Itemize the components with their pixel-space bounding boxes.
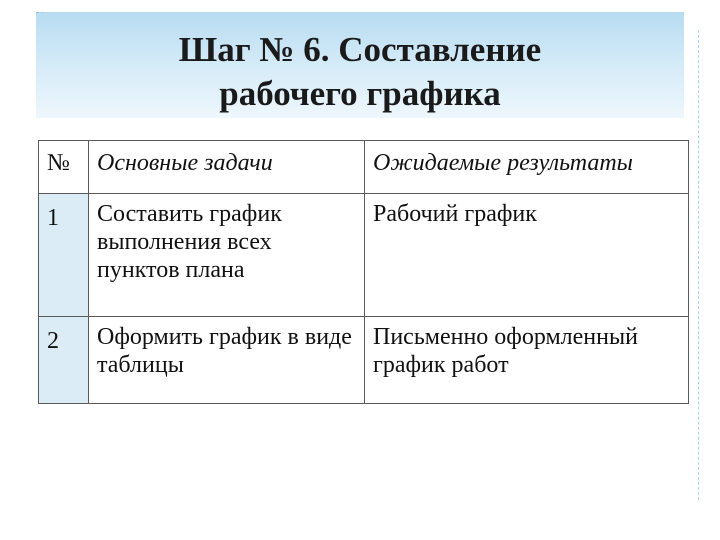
tasks-table	[38, 140, 689, 404]
task-text: Оформить график в виде таблицы	[97, 324, 352, 378]
header-number: №	[39, 141, 89, 194]
table-row	[39, 194, 689, 317]
header-tasks: Основные задачи	[89, 141, 365, 194]
header-results: Ожидаемые результаты	[365, 141, 689, 194]
task-cell	[89, 317, 365, 404]
result-text: Рабочий график	[373, 201, 537, 227]
table-row	[39, 317, 689, 404]
row-number: 2	[47, 328, 59, 354]
row-number: 1	[47, 205, 59, 231]
row-number-cell	[39, 317, 89, 404]
result-cell	[365, 317, 689, 404]
slide-title-line-1: Шаг № 6. Составление	[178, 30, 542, 69]
result-text: Письменно оформленный график работ	[373, 324, 638, 378]
slide-title-line-2: рабочего графика	[219, 74, 501, 113]
decorative-dashed-line	[698, 30, 699, 500]
row-number-cell	[39, 194, 89, 317]
task-cell	[89, 194, 365, 317]
decorative-dash	[36, 12, 106, 25]
title-banner	[36, 12, 684, 118]
table-header-row	[39, 141, 689, 194]
result-cell	[365, 194, 689, 317]
slide-title	[36, 28, 684, 116]
task-text: Составить график выполнения всех пунктов плана	[97, 201, 282, 283]
